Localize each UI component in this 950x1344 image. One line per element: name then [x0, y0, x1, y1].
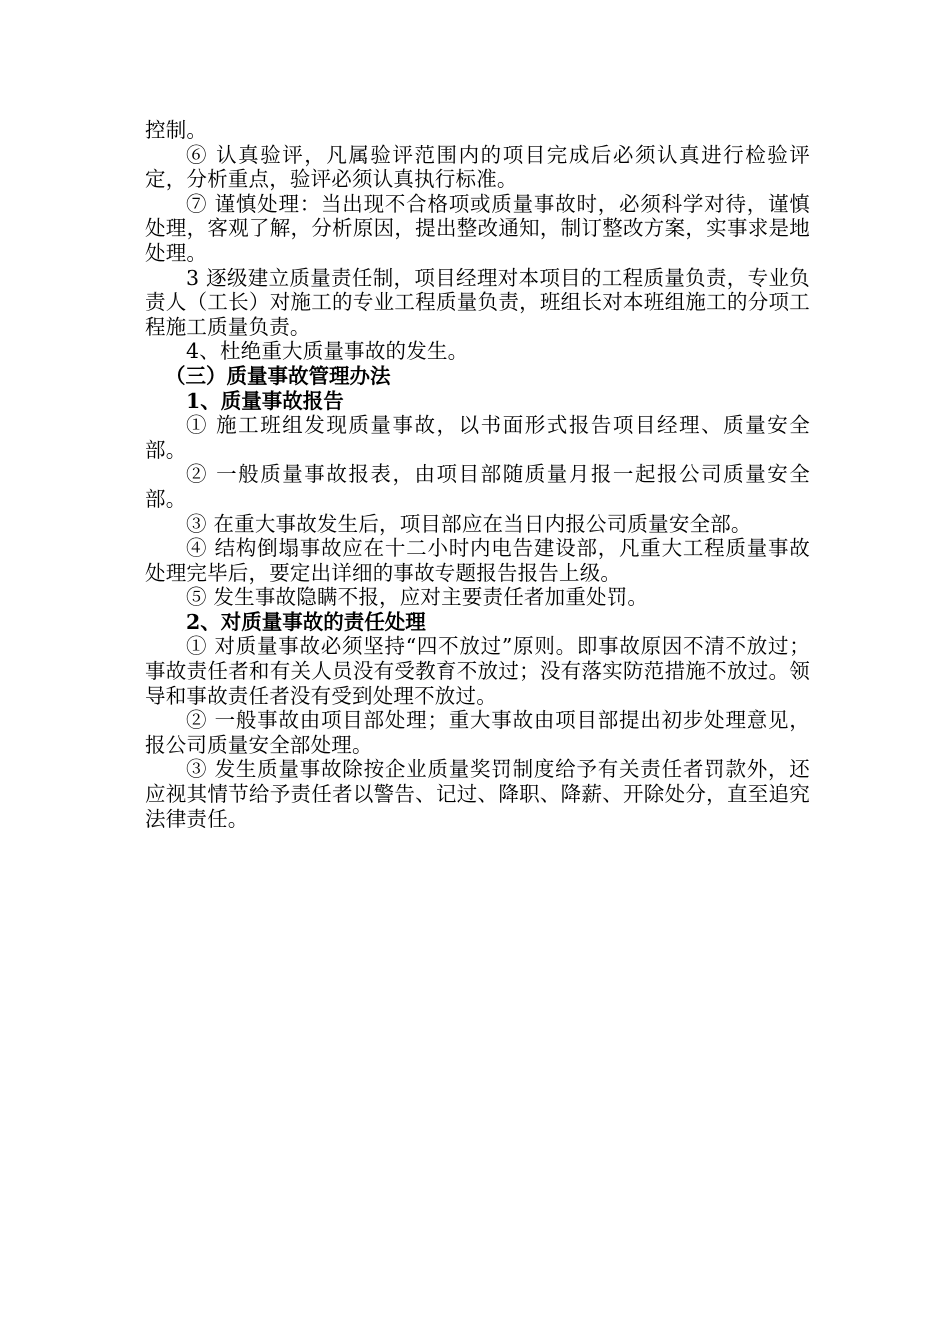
paragraph-item-7: ⑦ 谨慎处理：当出现不合格项或质量事故时，必须科学对待，谨慎处理，客观了解，分析原因，提出整改通知，制订整改方案，实事求是地处理。: [145, 191, 810, 265]
paragraph-report-1: ① 施工班组发现质量事故，以书面形式报告项目经理、质量安全部。: [145, 413, 810, 462]
paragraph-responsibility-3: ③ 发生质量事故除按企业质量奖罚制度给予有关责任者罚款外，还应视其情节给予责任者以警告、记过、降职、降薪、开除处分，直至追究法律责任。: [145, 757, 810, 831]
section-heading-3: （三）质量事故管理办法: [165, 363, 391, 388]
paragraph-responsibility-system: 3 逐级建立质量责任制，项目经理对本项目的工程质量负责，专业负责人（工长）对施工的专业工程质量负责，班组长对本班组施工的分项工程施工质量负责。: [145, 265, 810, 339]
subsection-heading-report: 1、质量事故报告: [186, 388, 344, 413]
paragraph-report-4: ④ 结构倒塌事故应在十二小时内电告建设部，凡重大工程质量事故处理完毕后，要定出详细的事故专题报告报告上级。: [145, 536, 810, 585]
paragraph-item-6: ⑥ 认真验评，凡属验评范围内的项目完成后必须认真进行检验评定，分析重点，验评必须认真执行标准。: [145, 142, 810, 192]
paragraph-report-3: ③ 在重大事故发生后，项目部应在当日内报公司质量安全部。: [186, 511, 752, 536]
subsection-heading-responsibility: 2、对质量事故的责任处理: [186, 609, 426, 634]
paragraph-responsibility-1: ① 对质量事故必须坚持“四不放过”原则。即事故原因不清不放过；事故责任者和有关人员没有受教育不放过；没有落实防范措施不放过。领导和事故责任者没有受到处理不放过。: [145, 634, 810, 708]
paragraph-report-2: ② 一般质量事故报表，由项目部随质量月报一起报公司质量安全部。: [145, 462, 810, 511]
paragraph-responsibility-2: ② 一般事故由项目部处理；重大事故由项目部提出初步处理意见，报公司质量安全部处理。: [145, 708, 810, 757]
document-page: [145, 118, 810, 831]
paragraph-eliminate-accidents: 4、杜绝重大质量事故的发生。: [186, 339, 469, 364]
paragraph-report-5: ⑤ 发生事故隐瞒不报，应对主要责任者加重处罚。: [186, 585, 649, 610]
paragraph-continuation: 控制。: [145, 118, 208, 142]
